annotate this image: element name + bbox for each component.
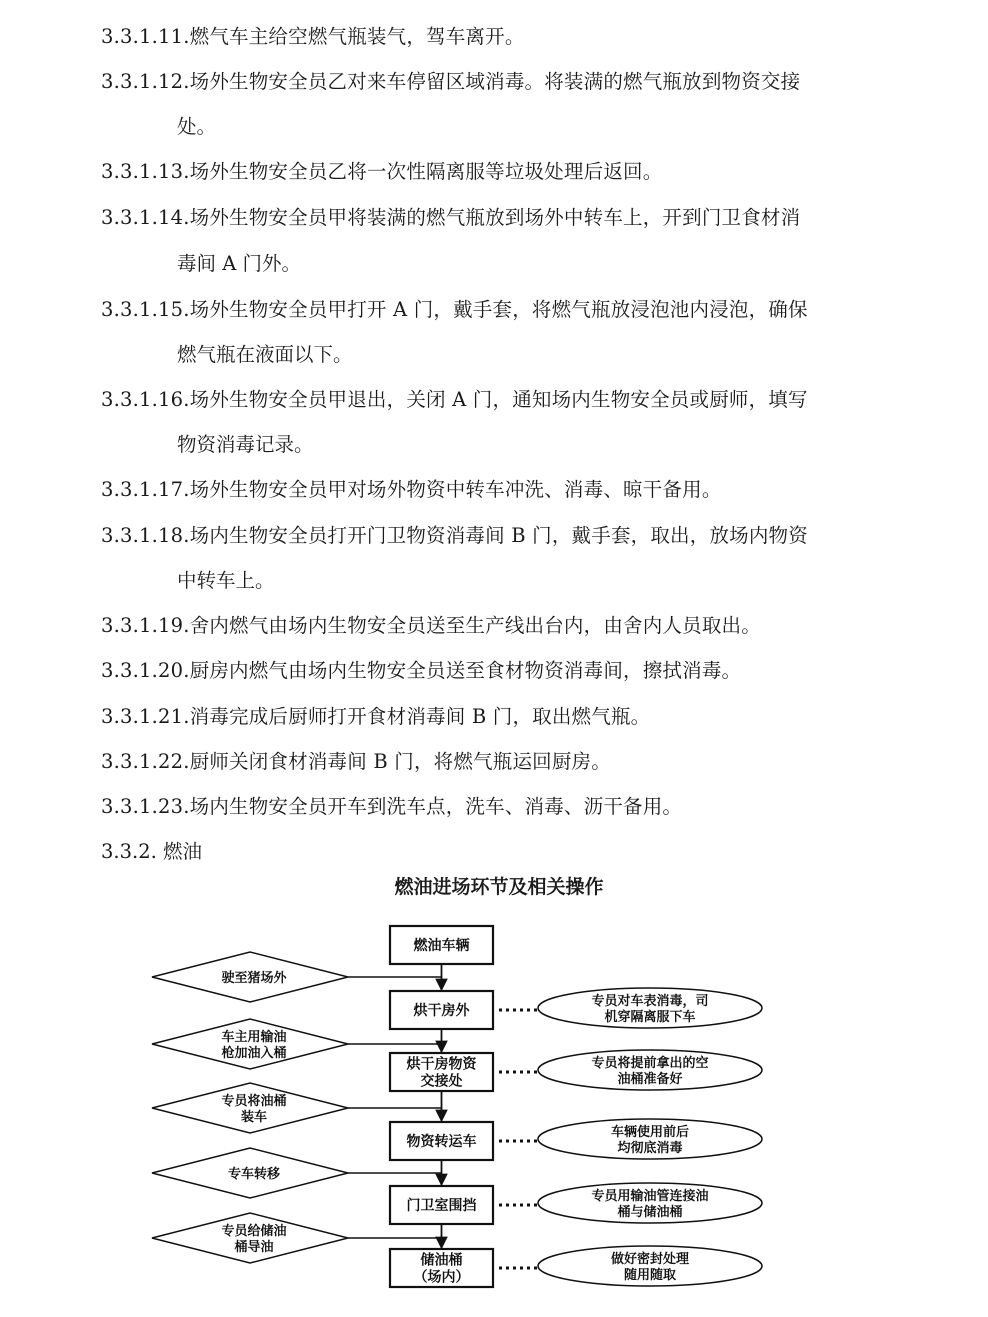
box-storage-tank-label-line-1: 储油桶 — [420, 1252, 463, 1269]
paragraph-3-3-1-21: 3.3.1.21.消毒完成后厨师打开食材消毒间 B 门，取出燃气瓶。 — [101, 705, 651, 728]
flowchart-title: 燃油进场环节及相关操作 — [394, 876, 604, 898]
diamond-refuel-barrel-label-line-1: 车主用输油 — [221, 1030, 287, 1045]
paragraph-3-3-1-12-cont: 处。 — [177, 115, 217, 138]
oval-vehicle-disinfection-label-line-1: 车辆使用前后 — [610, 1125, 690, 1140]
diamond-load-barrels-label-line-2: 装车 — [240, 1110, 268, 1125]
paragraph-3-3-1-13: 3.3.1.13.场外生物安全员乙将一次性隔离服等垃圾处理后返回。 — [101, 160, 663, 183]
oval-prepare-barrels-label-line-1: 专员将提前拿出的空 — [591, 1056, 709, 1071]
paragraph-3-3-1-17: 3.3.1.17.场外生物安全员甲对场外物资中转车冲洗、消毒、晾干备用。 — [101, 478, 722, 501]
paragraph-3-3-1-15: 3.3.1.15.场外生物安全员甲打开 A 门，戴手套，将燃气瓶放浸泡池内浸泡，确保 — [101, 298, 808, 321]
paragraph-3-3-1-15-cont: 燃气瓶在液面以下。 — [177, 343, 353, 366]
box-handover-point-label-line-2: 交接处 — [420, 1073, 463, 1090]
paragraph-3-3-1-20: 3.3.1.20.厨房内燃气由场内生物安全员送至食材物资消毒间，擦拭消毒。 — [101, 659, 742, 682]
section-heading-3-3-2: 3.3.2. 燃油 — [101, 840, 203, 863]
box-drying-room-outside-label-line-1: 烘干房外 — [413, 1003, 470, 1019]
paragraph-3-3-1-22: 3.3.1.22.厨师关闭食材消毒间 B 门，将燃气瓶运回厨房。 — [101, 750, 611, 773]
box-fuel-truck-label-line-1: 燃油车辆 — [413, 938, 470, 954]
paragraph-3-3-1-14-cont: 毒间 A 门外。 — [177, 252, 301, 275]
oval-connect-pipe-label-line-2: 桶与储油桶 — [617, 1205, 683, 1220]
paragraph-3-3-1-16-cont: 物资消毒记录。 — [177, 433, 314, 456]
paragraph-3-3-1-18-cont: 中转车上。 — [177, 569, 275, 592]
oval-connect-pipe-label-line-1: 专员用输油管连接油 — [591, 1189, 709, 1204]
oval-prepare-barrels-label-line-2: 油桶准备好 — [617, 1072, 683, 1087]
box-storage-tank-label-line-2: （场内） — [413, 1269, 470, 1286]
oval-vehicle-disinfection-label-line-2: 均彻底消毒 — [617, 1141, 683, 1156]
paragraph-3-3-1-12: 3.3.1.12.场外生物安全员乙对来车停留区域消毒。将装满的燃气瓶放到物资交接 — [101, 70, 801, 93]
oval-disinfect-vehicle-label-line-1: 专员对车表消毒，司 — [591, 994, 709, 1009]
box-transfer-vehicle-label-line-1: 物资转运车 — [406, 1134, 477, 1150]
box-guard-room-label-line-1: 门卫室围挡 — [406, 1198, 477, 1214]
oval-disinfect-vehicle-label-line-2: 机穿隔离服下车 — [604, 1010, 696, 1025]
diamond-pour-into-tank-label-line-1: 专员给储油 — [221, 1224, 287, 1239]
oval-seal-storage-label-line-2: 随用随取 — [623, 1268, 677, 1283]
box-handover-point-label-line-1: 烘干房物资 — [406, 1056, 477, 1073]
diamond-pour-into-tank-label-line-2: 桶导油 — [234, 1240, 274, 1255]
paragraph-3-3-1-14: 3.3.1.14.场外生物安全员甲将装满的燃气瓶放到场外中转车上，开到门卫食材消 — [101, 206, 801, 229]
paragraph-3-3-1-18: 3.3.1.18.场内生物安全员打开门卫物资消毒间 B 门，戴手套，取出，放场内物资 — [101, 524, 808, 547]
diamond-refuel-barrel-label-line-2: 枪加油入桶 — [221, 1046, 287, 1061]
diamond-special-transfer-label-line-1: 专车转移 — [227, 1167, 281, 1182]
paragraph-3-3-1-19: 3.3.1.19.舍内燃气由场内生物安全员送至生产线出台内，由舍内人员取出。 — [101, 614, 761, 637]
oval-seal-storage-label-line-1: 做好密封处理 — [610, 1252, 690, 1267]
paragraph-3-3-1-11: 3.3.1.11.燃气车主给空燃气瓶装气，驾车离开。 — [101, 25, 525, 48]
diamond-load-barrels-label-line-1: 专员将油桶 — [221, 1094, 287, 1109]
diamond-drive-to-farm-label-line-1: 驶至猪场外 — [221, 971, 287, 986]
paragraph-3-3-1-23: 3.3.1.23.场内生物安全员开车到洗车点，洗车、消毒、沥干备用。 — [101, 795, 683, 818]
paragraph-3-3-1-16: 3.3.1.16.场外生物安全员甲退出，关闭 A 门，通知场内生物安全员或厨师，填写 — [101, 388, 808, 411]
